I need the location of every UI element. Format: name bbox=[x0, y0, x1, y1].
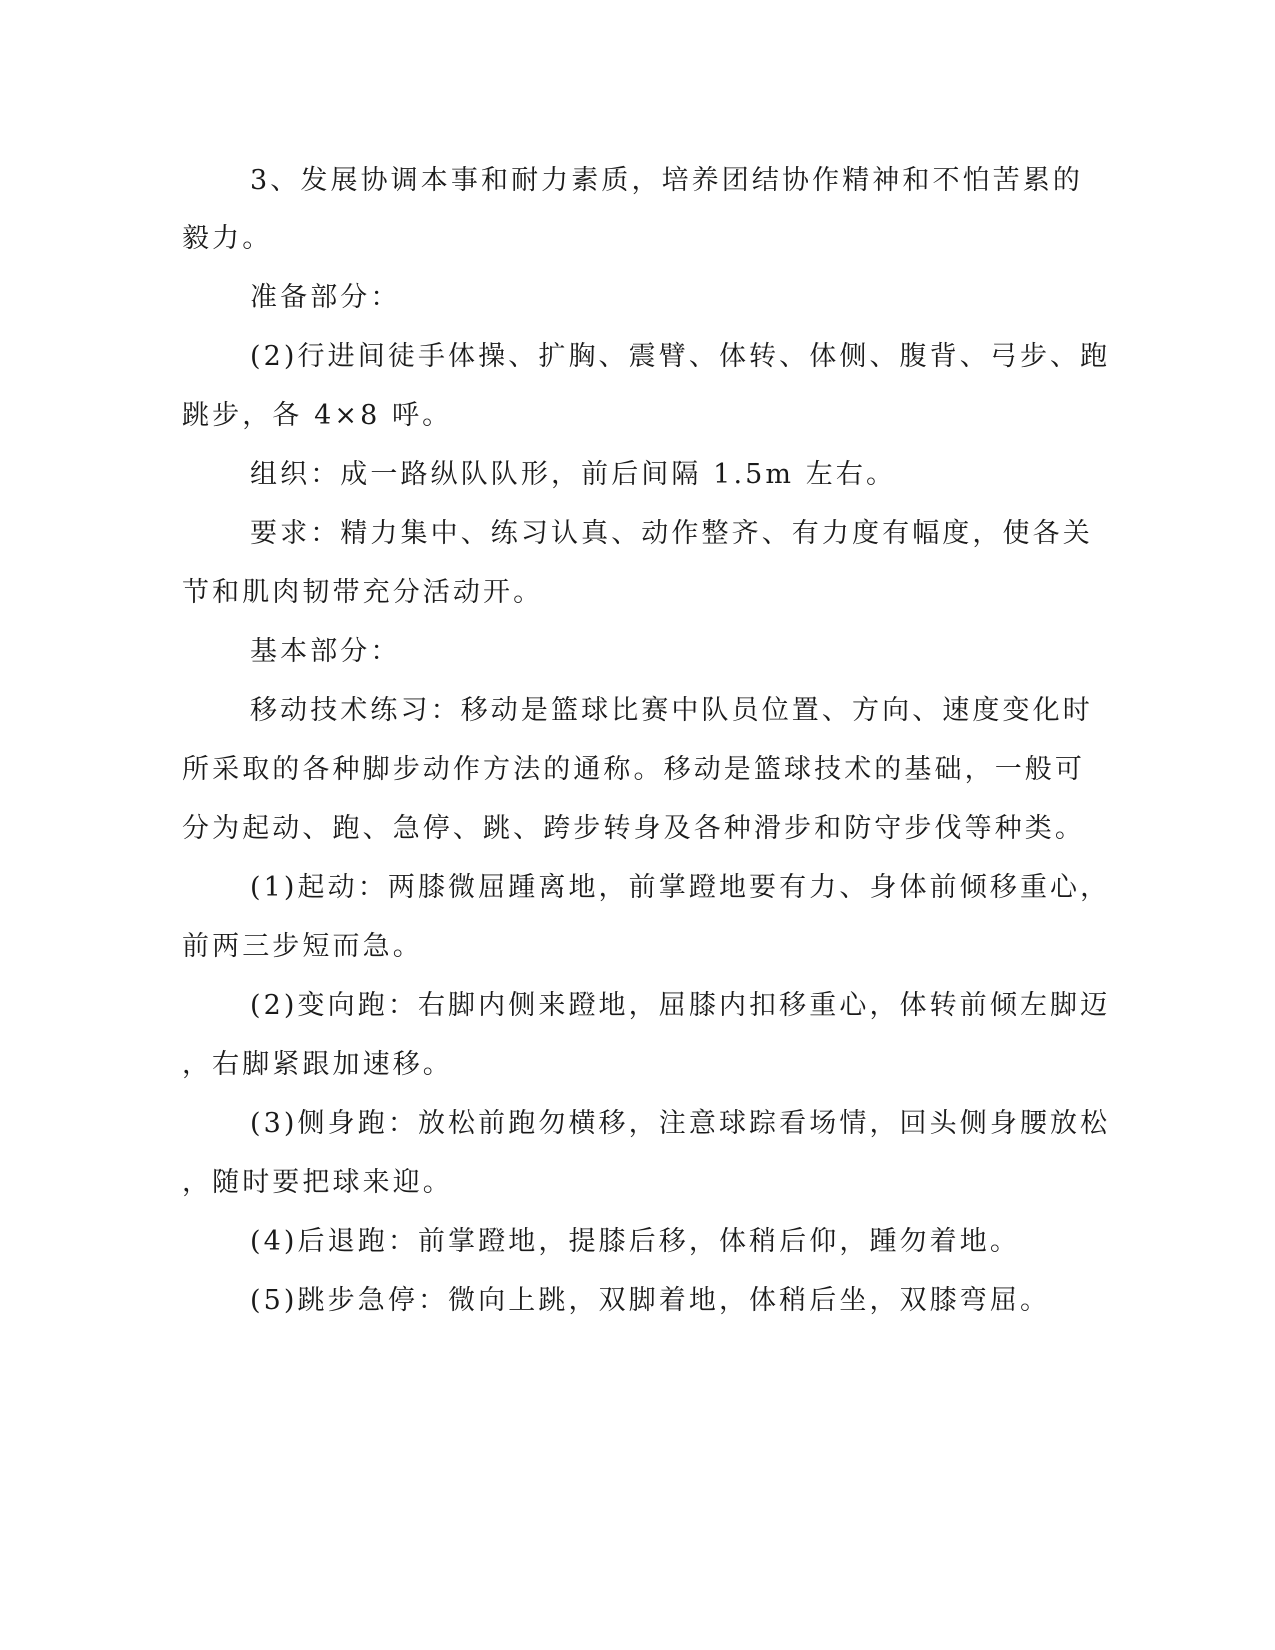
paragraph-side-run-line-2: ，随时要把球来迎。 bbox=[182, 1167, 453, 1198]
paragraph-movement-line-3: 分为起动、跑、急停、跳、跨步转身及各种滑步和防守步伐等种类。 bbox=[182, 813, 1085, 844]
paragraph-gymnastics-line-2: 跳步，各 4×8 呼。 bbox=[182, 400, 453, 431]
paragraph-goal-3-line-1: 3、发展协调本事和耐力素质，培养团结协作精神和不怕苦累的 bbox=[250, 165, 1083, 196]
paragraph-start-line-1: (1)起动：两膝微屈踵离地，前掌蹬地要有力、身体前倾移重心， bbox=[250, 872, 1111, 903]
heading-preparation: 准备部分： bbox=[250, 282, 401, 313]
paragraph-movement-line-1: 移动技术练习：移动是篮球比赛中队员位置、方向、速度变化时 bbox=[250, 695, 1093, 726]
heading-basic: 基本部分： bbox=[250, 636, 401, 667]
paragraph-movement-line-2: 所采取的各种脚步动作方法的通称。移动是篮球技术的基础，一般可 bbox=[182, 754, 1085, 785]
paragraph-organization: 组织：成一路纵队队形，前后间隔 1.5m 左右。 bbox=[250, 459, 897, 490]
paragraph-jump-stop: (5)跳步急停：微向上跳，双脚着地，体稍后坐，双膝弯屈。 bbox=[250, 1285, 1051, 1316]
paragraph-goal-3-line-2: 毅力。 bbox=[182, 223, 273, 254]
paragraph-backward-run: (4)后退跑：前掌蹬地，提膝后移，体稍后仰，踵勿着地。 bbox=[250, 1226, 1020, 1257]
paragraph-direction-run-line-2: ，右脚紧跟加速移。 bbox=[182, 1049, 453, 1080]
paragraph-gymnastics-line-1: (2)行进间徒手体操、扩胸、震臂、体转、体侧、腹背、弓步、跑 bbox=[250, 341, 1111, 372]
paragraph-requirements-line-1: 要求：精力集中、练习认真、动作整齐、有力度有幅度，使各关 bbox=[250, 518, 1093, 549]
paragraph-side-run-line-1: (3)侧身跑：放松前跑勿横移，注意球踪看场情，回头侧身腰放松 bbox=[250, 1108, 1111, 1139]
paragraph-direction-run-line-1: (2)变向跑：右脚内侧来蹬地，屈膝内扣移重心，体转前倾左脚迈 bbox=[250, 990, 1111, 1021]
paragraph-start-line-2: 前两三步短而急。 bbox=[182, 931, 423, 962]
paragraph-requirements-line-2: 节和肌肉韧带充分活动开。 bbox=[182, 577, 544, 608]
